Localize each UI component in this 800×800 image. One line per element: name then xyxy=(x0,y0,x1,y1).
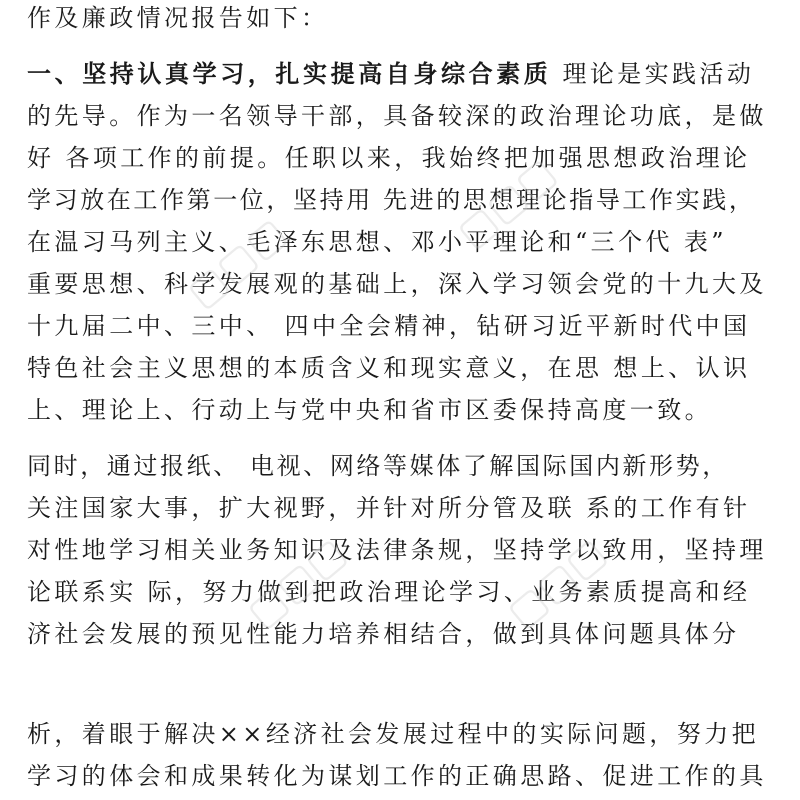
text-line: 学习放在工作第一位，坚持用 先进的思想理论指导工作实践， xyxy=(27,186,756,214)
text-line: 十九届二中、三中、 四中全会精神，钻研习近平新时代中国 xyxy=(27,312,751,340)
section1-text: 理论是实践活动 xyxy=(562,60,755,88)
paragraph3-line: 学习的体会和成果转化为谋划工作的正确思路、促进工作的具 xyxy=(27,762,767,790)
paragraph2-line: 论联系实 际，努力做到把政治理论学习、业务素质提高和经 xyxy=(27,578,751,606)
watermark-mark: ▢▢▢ xyxy=(448,148,565,258)
paragraph2-line: 同时，通过报纸、 电视、网络等媒体了解国际国内新形势， xyxy=(27,452,729,480)
text-line: 特色社会主义思想的本质含义和现实意义，在思 想上、认识 xyxy=(27,354,751,382)
intro-line: 作及廉政情况报告如下： xyxy=(27,4,329,32)
text-line: 在温习马列主义、毛泽东思想、邓小平理论和“三个代 表” xyxy=(27,228,727,256)
text-line: 好 各项工作的前提。任职以来，我始终把加强思想政治理论 xyxy=(27,144,751,172)
paragraph2-line: 对性地学习相关业务知识及法律条规，坚持学以致用，坚持理 xyxy=(27,536,767,564)
text-line: 上、理论上、行动上与党中央和省市区委保持高度一致。 xyxy=(27,396,712,424)
text-line: 的先导。作为一名领导干部，具备较深的政治理论功底，是做 xyxy=(27,102,767,130)
watermark-mark: ▢▢▢ xyxy=(238,528,355,638)
paragraph2-line: 关注国家大事，扩大视野，并针对所分管及联 系的工作有针 xyxy=(27,494,751,522)
text-line: 重要思想、科学发展观的基础上，深入学习领会党的十九大及 xyxy=(27,270,767,298)
section-heading: 一、坚持认真学习，扎实提高自身综合素质 xyxy=(27,60,552,88)
watermark-mark: ▢▢▢ xyxy=(178,208,295,318)
section1-first-line xyxy=(27,58,779,90)
paragraph2-line: 济社会发展的预见性能力培养相结合，做到具体问题具体分 xyxy=(27,620,740,648)
watermark-mark: ▢▢▢ xyxy=(498,528,615,638)
paragraph3-line: 析，着眼于解决××经济社会发展过程中的实际问题，努力把 xyxy=(27,720,760,748)
